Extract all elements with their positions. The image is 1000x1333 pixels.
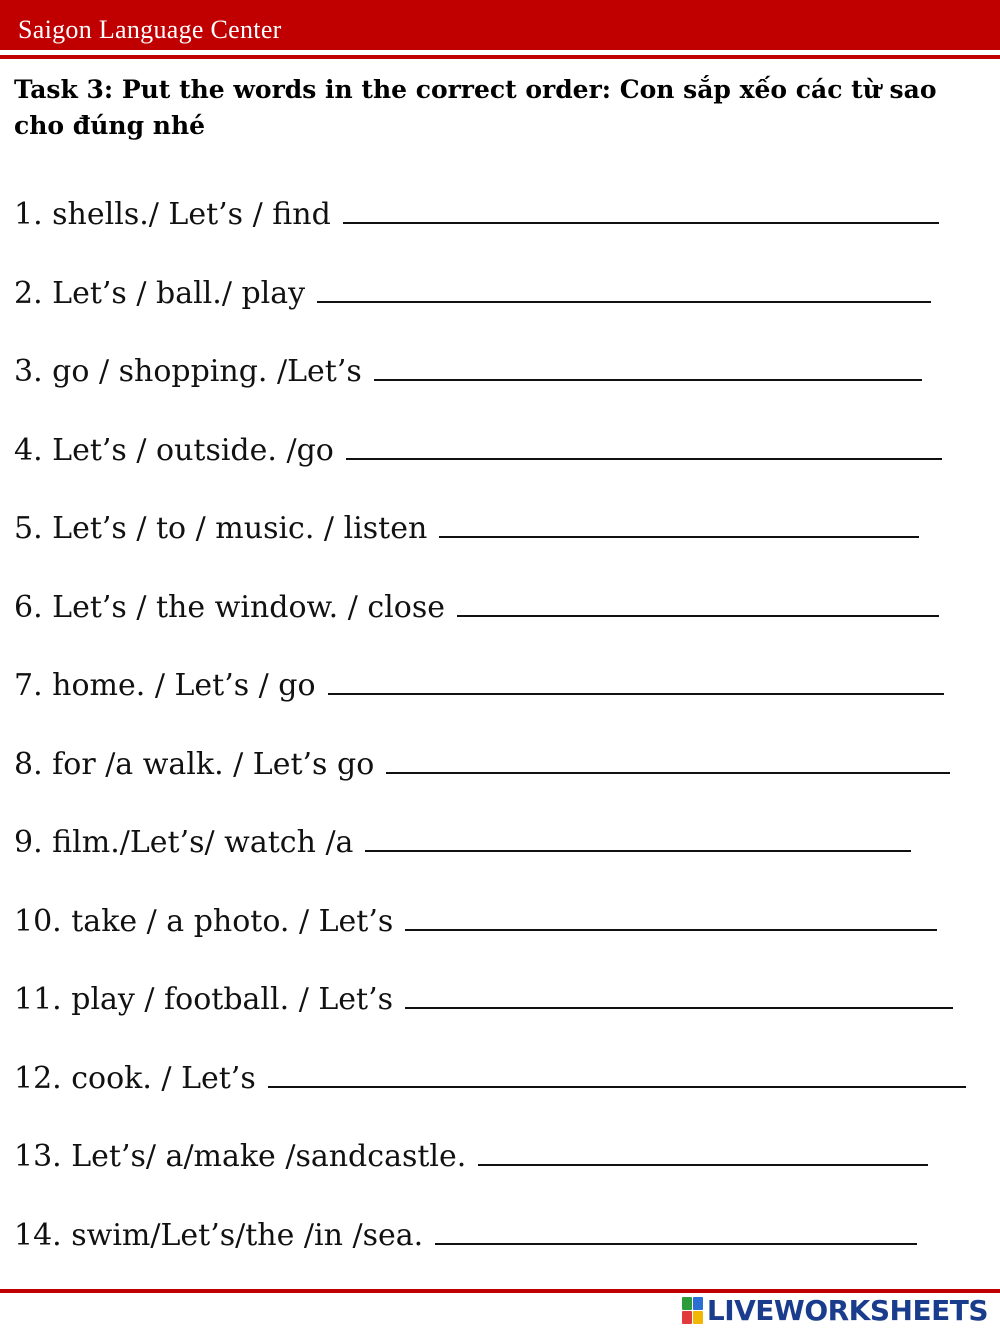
answer-blank[interactable] bbox=[317, 275, 931, 303]
answer-blank[interactable] bbox=[405, 981, 953, 1009]
exercise-prompt: 4. Let’s / outside. /go bbox=[14, 433, 334, 468]
exercise-prompt: 1. shells./ Let’s / find bbox=[14, 197, 331, 232]
liveworksheets-logo-icon bbox=[682, 1297, 703, 1324]
answer-blank[interactable] bbox=[374, 353, 922, 381]
exercise-prompt: 8. for /a walk. / Let’s go bbox=[14, 747, 375, 782]
answer-blank[interactable] bbox=[457, 589, 939, 617]
exercise-row bbox=[14, 589, 939, 625]
header-divider bbox=[0, 55, 1000, 59]
answer-blank[interactable] bbox=[346, 432, 942, 460]
exercise-prompt: 5. Let’s / to / music. / listen bbox=[14, 511, 428, 546]
exercise-prompt: 9. film./Let’s/ watch /a bbox=[14, 825, 354, 860]
liveworksheets-logo bbox=[682, 1292, 988, 1328]
answer-blank[interactable] bbox=[343, 196, 939, 224]
task-heading: Task 3: Put the words in the correct order: Con sắp xếo các từ sao cho đúng nhé bbox=[14, 75, 937, 140]
answer-blank[interactable] bbox=[328, 667, 944, 695]
exercise-row bbox=[14, 510, 919, 546]
exercise-row bbox=[14, 981, 953, 1017]
exercise-row bbox=[14, 275, 931, 311]
exercise-row bbox=[14, 746, 950, 782]
exercise-row bbox=[14, 1217, 917, 1253]
answer-blank[interactable] bbox=[268, 1060, 966, 1088]
answer-blank[interactable] bbox=[365, 824, 911, 852]
exercise-prompt: 11. play / football. / Let’s bbox=[14, 982, 393, 1017]
exercise-prompt: 12. cook. / Let’s bbox=[14, 1061, 256, 1096]
exercise-prompt: 10. take / a photo. / Let’s bbox=[14, 904, 394, 939]
exercise-prompt: 3. go / shopping. /Let’s bbox=[14, 354, 362, 389]
exercise-row bbox=[14, 824, 911, 860]
exercise-row bbox=[14, 196, 939, 232]
answer-blank[interactable] bbox=[435, 1217, 917, 1245]
exercise-row bbox=[14, 353, 922, 389]
exercise-prompt: 7. home. / Let’s / go bbox=[14, 668, 316, 703]
header-bar bbox=[0, 0, 1000, 50]
exercise-prompt: 6. Let’s / the window. / close bbox=[14, 590, 445, 625]
liveworksheets-wordmark: LIVEWORKSHEETS bbox=[706, 1293, 988, 1327]
answer-blank[interactable] bbox=[386, 746, 950, 774]
exercise-prompt: 14. swim/Let’s/the /in /sea. bbox=[14, 1218, 424, 1253]
header-title: Saigon Language Center bbox=[18, 15, 282, 44]
exercise-prompt: 13. Let’s/ a/make /sandcastle. bbox=[14, 1139, 467, 1174]
answer-blank[interactable] bbox=[405, 903, 937, 931]
exercise-row bbox=[14, 667, 944, 703]
exercise-row bbox=[14, 1060, 966, 1096]
exercise-row bbox=[14, 432, 942, 468]
exercise-row bbox=[14, 903, 937, 939]
exercise-prompt: 2. Let’s / ball./ play bbox=[14, 276, 306, 311]
answer-blank[interactable] bbox=[439, 510, 919, 538]
exercise-row bbox=[14, 1138, 928, 1174]
answer-blank[interactable] bbox=[478, 1138, 928, 1166]
